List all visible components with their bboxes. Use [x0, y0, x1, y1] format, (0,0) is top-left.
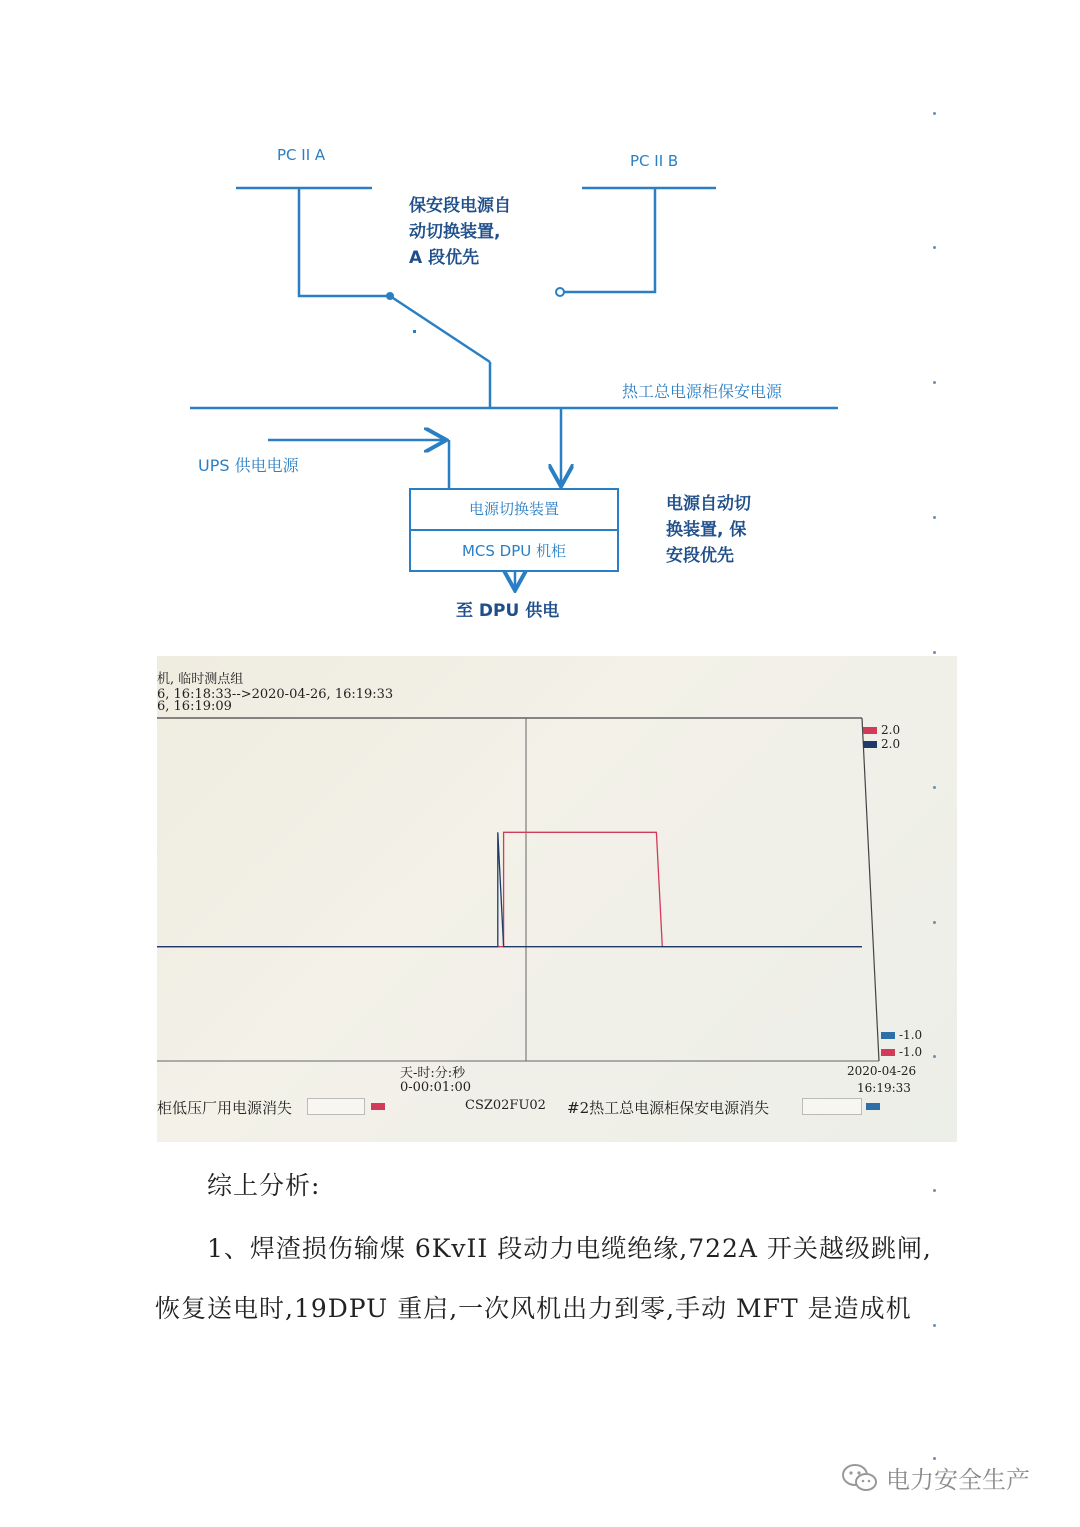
- y-max-label-1: 2.0: [863, 723, 900, 737]
- margin-dot: [933, 112, 936, 115]
- trend-plot: [157, 656, 957, 1142]
- margin-dot: [933, 1324, 936, 1327]
- margin-dot: [933, 786, 936, 789]
- wechat-icon: [840, 1463, 880, 1493]
- signal1-status-box: [307, 1098, 365, 1115]
- right-note: 电源自动切 换装置, 保 安段优先: [666, 494, 751, 566]
- margin-dot: [933, 1189, 936, 1192]
- trend-screenshot: [157, 656, 957, 1142]
- trend-series-line-2: [157, 832, 862, 946]
- ups-label: UPS 供电电源: [198, 456, 299, 475]
- box-top-label: 电源切换装置: [468, 500, 559, 518]
- margin-dot: [933, 246, 936, 249]
- feeder-a: [299, 188, 390, 296]
- bus-a-label: PC II A: [277, 146, 326, 164]
- signal1-name: 柜低压厂用电源消失: [157, 1099, 293, 1117]
- analysis-line-2: 恢复送电时,19DPU 重启,一次风机出力到零,手动 MFT 是造成机: [155, 1294, 912, 1323]
- watermark-text: 电力安全生产: [886, 1466, 1030, 1494]
- red-swatch-top: [863, 727, 877, 734]
- feeder-b: [562, 188, 655, 292]
- trend-header-line2: 6, 16:18:33-->2020-04-26, 16:19:33: [157, 687, 394, 702]
- ats-note: 保安段电源自 动切换装置, A 段优先: [409, 196, 511, 268]
- signal2-name: #2热工总电源柜保安电源消失: [567, 1099, 770, 1117]
- margin-dot: [933, 651, 936, 654]
- margin-dot: [933, 921, 936, 924]
- switch-blade: [390, 296, 490, 362]
- margin-dot: [933, 1055, 936, 1058]
- signal2-code: CSZ02FU02: [465, 1098, 546, 1113]
- trend-header-line1: 机, 临时测点组: [157, 672, 244, 687]
- end-date: 2020-04-26: [847, 1064, 917, 1078]
- margin-dot: [933, 516, 936, 519]
- margin-dot: [933, 381, 936, 384]
- box-bottom-label: MCS DPU 机柜: [461, 542, 567, 560]
- trend-series-line-1: [157, 832, 862, 946]
- signal1-color-swatch: [371, 1103, 385, 1110]
- time-span: 0-00:01:00: [400, 1080, 472, 1095]
- time-axis-title: 天-时:分:秒: [400, 1066, 466, 1081]
- blue-swatch-bottom: [881, 1032, 895, 1039]
- analysis-line-1: 1、焊渣损伤输煤 6KvII 段动力电缆绝缘,722A 开关越级跳闸,: [207, 1234, 932, 1263]
- red-swatch-bottom: [881, 1049, 895, 1056]
- watermark: [840, 1460, 1030, 1495]
- y-min-label-1: -1.0: [881, 1028, 922, 1042]
- signal2-status-box: [802, 1098, 862, 1115]
- main-bus-label: 热工总电源柜保安电源: [622, 382, 783, 401]
- end-time: 16:19:33: [857, 1081, 911, 1095]
- bus-b-label: PC II B: [630, 152, 679, 170]
- y-max-label-2: 2.0: [863, 737, 900, 751]
- switch-contact: [556, 288, 564, 296]
- signal2-color-swatch: [866, 1103, 880, 1110]
- output-label: 至 DPU 供电: [456, 601, 560, 621]
- y-min-label-2: -1.0: [881, 1045, 922, 1059]
- analysis-heading: 综上分析:: [207, 1171, 321, 1200]
- navy-swatch-top: [863, 741, 877, 748]
- trend-header-line3: 6, 16:19:09: [157, 699, 232, 714]
- switch-pivot: [386, 292, 394, 300]
